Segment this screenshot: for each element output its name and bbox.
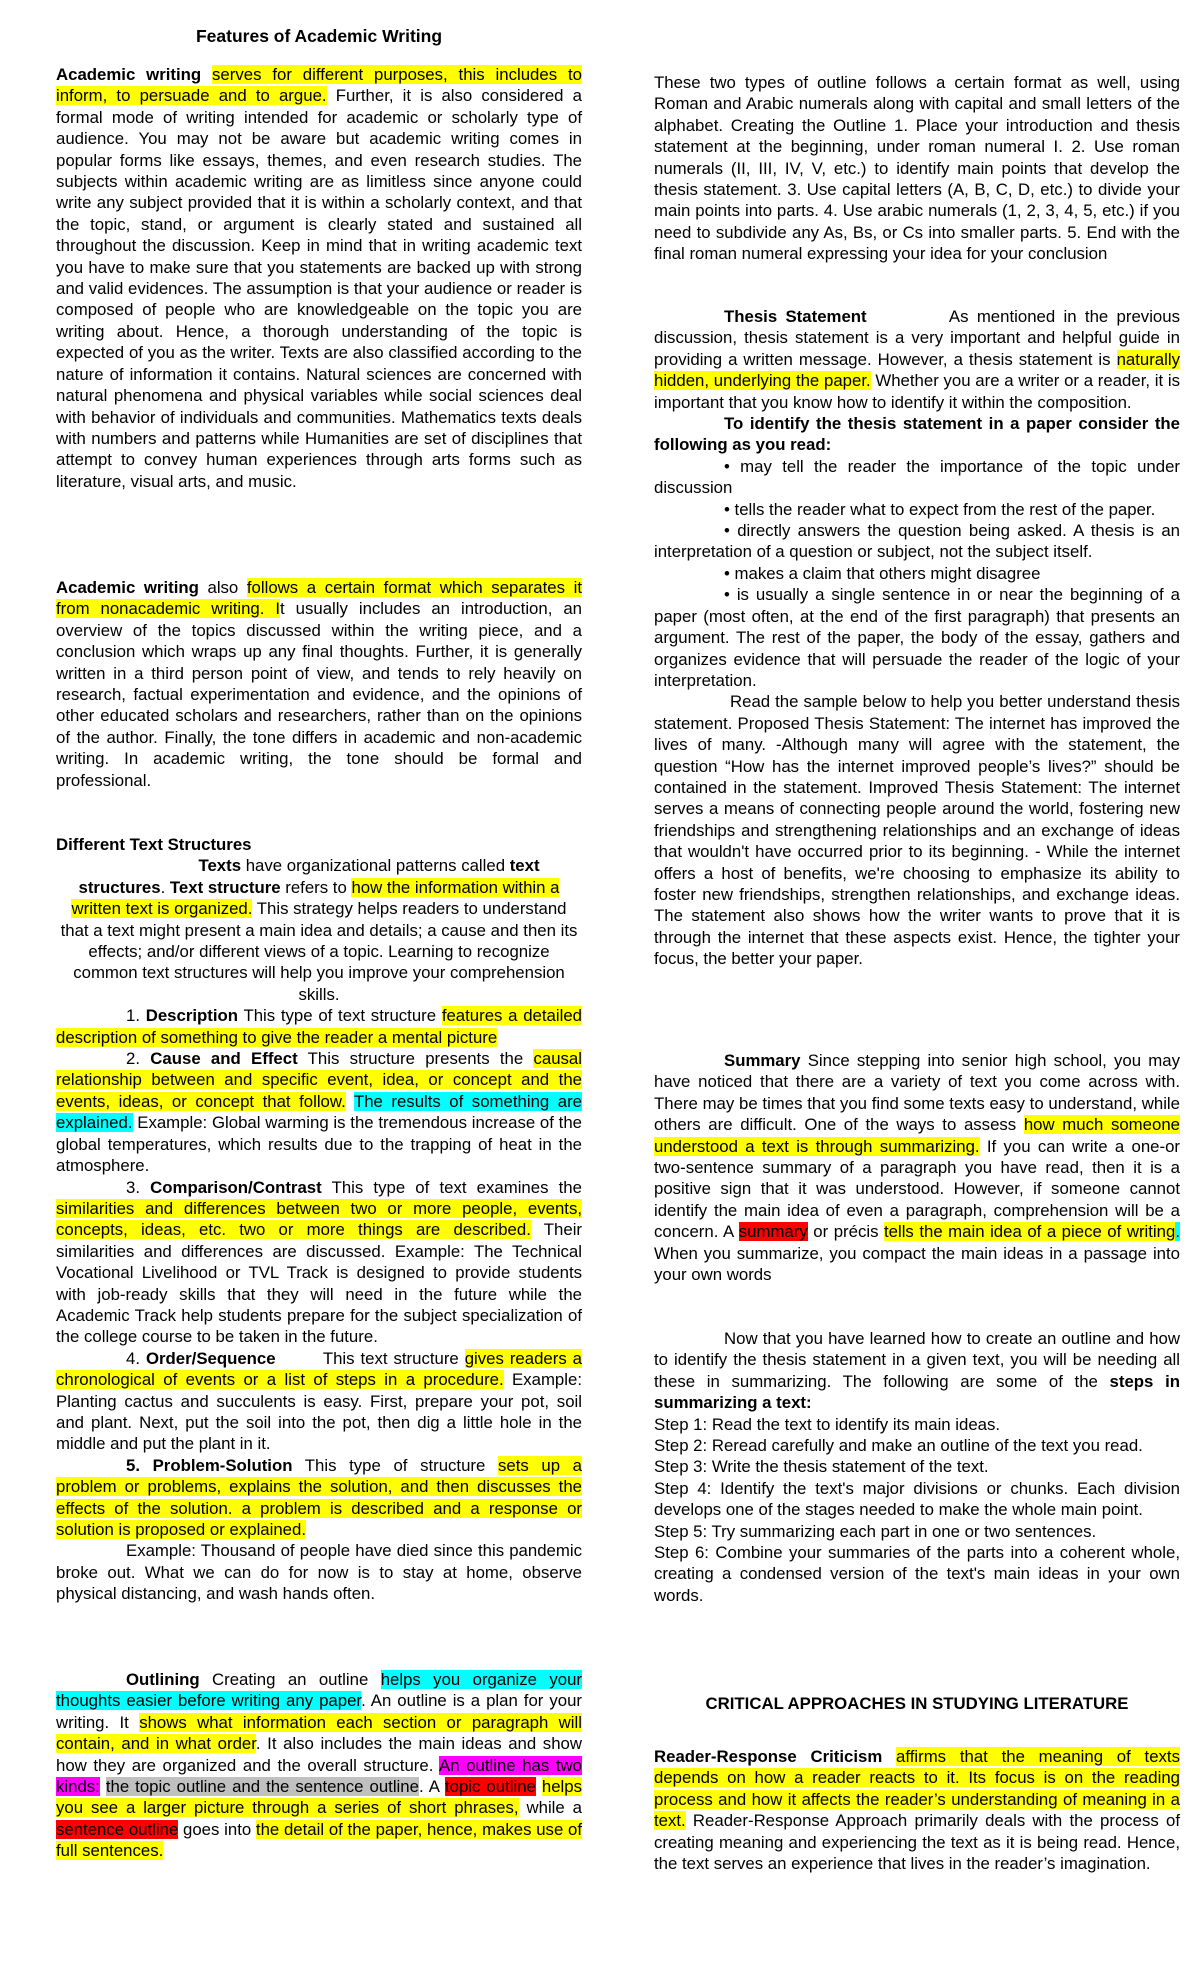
term-texts: Texts	[198, 856, 242, 876]
paragraph-text: goes into	[178, 1819, 256, 1839]
paragraph-text	[100, 1777, 106, 1796]
paragraph-text	[536, 1777, 542, 1796]
paragraph-text: Reader-Response Approach primarily deals with the process of creating meaning and experiencing the text as it is being read. Hence, the text serves an experience that lives in the reader’s imagination.	[654, 1811, 1180, 1874]
bullet-text: • is usually a single sentence in or near the beginning of a paper (most often, at the end of the first paragraph) that presents an argument. The rest of the paper, the body of the essay, gathers and organizes evidence that will persuade the reader of the logic of your interpretation.	[654, 585, 1180, 690]
paragraph-text: This type of text structure	[238, 1006, 442, 1026]
critical-approaches-heading: CRITICAL APPROACHES IN STUDYING LITERATURE	[705, 1694, 1129, 1713]
highlight-organize: helps you organize your thoughts easier before writing any paper	[56, 1670, 582, 1711]
list-number: 1.	[126, 1006, 146, 1026]
term-order-sequence: Order/Sequence	[145, 1348, 276, 1368]
step-item: Step 5: Try summarizing each part in one or two sentences.	[654, 1521, 1097, 1541]
term-thesis-statement: Thesis Statement	[724, 307, 867, 326]
list-number: 3.	[126, 1177, 151, 1197]
paragraph-text: Example: Planting cactus and succulents is easy. First, prepare your pot, soil and plant. Next, put the soil into the pot, then dig a little hole in the middle and put the plant in it.	[56, 1370, 582, 1454]
summarizing-steps-section	[654, 1328, 1180, 1606]
paragraph-text: t usually includes an introduction, an overview of the topics discussed within the writing piece, and a conclusion which wraps up any final thoughts. Further, it is generally written in a third person point of view, and tends to rely heavily on research, factual experimentation and evidence, and the opinions of other educated scholars and researchers, rather than on the opinions of the author. Finally, the tone differs in academic and non-academic writing. In academic writing, the tone should be formal and professional.	[56, 599, 582, 790]
paragraph-text: . It also includes the main ideas and show how they are organized and the overall structure.	[56, 1734, 582, 1775]
list-number: 4.	[126, 1348, 146, 1368]
bullet-text: • makes a claim that others might disagree	[724, 563, 1041, 583]
paragraph-text: Example: Global warming is the tremendous increase of the global temperatures, which results due to the trapping of heat in the atmosphere.	[56, 1113, 582, 1176]
highlight-meaning: affirms that the meaning of texts depends on how a reader reacts to it. Its focus is on the reading process and how it affects the reader’s understanding of meaning in a text.	[654, 1747, 1180, 1831]
identify-thesis-heading	[654, 413, 1180, 456]
thesis-paragraph	[654, 306, 1185, 413]
highlight-sentence-outline: sentence outline	[56, 1819, 179, 1839]
paragraph-text: Example: Thousand of people have died since this pandemic broke out. What we can do for now is to stay at home, observe physical distancing, and wash hands often.	[56, 1541, 582, 1604]
paragraph-text: . A	[418, 1777, 445, 1797]
paragraph-text: This strategy helps readers to understand that a text might present a main idea and details; a cause and then its effects; and/or different views of a topic. Learning to recognize common text structures will help you improve your comprehension skills.	[60, 899, 578, 1004]
paragraph-text: This structure presents the	[297, 1049, 534, 1069]
paragraph-text: This type of text examines the	[321, 1177, 582, 1197]
paragraph-text: To identify the thesis statement in a paper consider the following as you read:	[654, 414, 1180, 455]
paragraph-text: Whether you are a writer or a reader, it is important that you know how to identify it within the composition.	[654, 371, 1180, 412]
paragraph-text: This text structure	[275, 1348, 465, 1368]
paragraph-text: have organizational patterns called	[241, 856, 510, 876]
thesis-bullet	[654, 520, 1180, 563]
reader-response-paragraph	[654, 1746, 1180, 1874]
outline-format-paragraph: These two types of outline follows a certain format as well, using Roman and Arabic numerals along with capital and small letters of the alphabet. Creating the Outline 1. Place your introduction and thesis statement at the beginning, under roman numeral I. 2. Use roman numerals (II, III, IV, V, etc.) to identify main points that develop the thesis statement. 3. Use capital letters (A, B, C, D, etc.) to divide your main points into parts. 4. Use arabic numerals (1, 2, 3, 4, 5, etc.) if you need to subdivide any As, Bs, or Cs into smaller parts. 5. End with the final roman numeral expressing your idea for your conclusion	[654, 73, 1180, 264]
highlight-hidden: naturally hidden, underlying the paper.	[654, 349, 1180, 391]
highlight-purposes: serves for different purposes, this includes to inform, to persuade and to argue.	[56, 65, 582, 106]
highlight-similarities: similarities and differences between two or more people, events, concepts, ideas, etc. two or more things are described.	[56, 1198, 582, 1240]
highlight-full-sentences: the detail of the paper, hence, makes use of full sentences.	[56, 1819, 582, 1861]
term-text-structures: text structures	[78, 856, 540, 897]
summary-paragraph	[654, 1050, 1180, 1285]
step-item: Step 6: Combine your summaries of the parts into a coherent whole, creating a condensed version of the text's main ideas in your own words.	[654, 1543, 1180, 1605]
text-structures-intro	[56, 855, 582, 1005]
paragraph-text: Creating an outline	[199, 1670, 381, 1689]
term-cause-effect: Cause and Effect	[150, 1049, 298, 1069]
paragraph-text: while a	[518, 1798, 582, 1818]
term-problem-solution: 5. Problem-Solution	[126, 1455, 293, 1475]
paragraph-text: Since stepping into senior high school, you may have noticed that there are a variety of text you come across with. There may be times that you find some texts easy to understand, while others are difficult. One of the ways to assess	[654, 1051, 1180, 1135]
paragraph-text: .	[160, 877, 170, 897]
highlight-results: The results of something are explained.	[56, 1091, 582, 1133]
highlight-summary-word: summary	[738, 1222, 808, 1242]
list-number: 2.	[126, 1049, 151, 1069]
paragraph-text: As mentioned in the previous discussion, thesis statement is a very important and helpful guide in providing a written message. However, a thesis statement is	[654, 307, 1185, 369]
paragraph-text: refers to	[280, 877, 352, 897]
paragraph-text	[882, 1747, 896, 1766]
highlight-main-idea: tells the main idea of a piece of writing	[883, 1222, 1176, 1242]
bullet-text: • tells the reader what to expect from the rest of the paper.	[724, 499, 1156, 519]
step-item: Step 4: Identify the text's major divisions or chunks. Each division develops one of the stages needed to make the whole main point.	[654, 1478, 1180, 1520]
bullet-text: • may tell the reader the importance of the topic under discussion	[654, 456, 1180, 498]
term-summary: Summary	[724, 1051, 801, 1070]
highlight-definition: how the information within a written text is organized.	[71, 877, 560, 919]
thesis-bullet	[654, 499, 1180, 520]
term-description: Description	[145, 1006, 239, 1026]
paragraph-text	[346, 1092, 354, 1111]
highlight-format: follows a certain format which separates it from nonacademic writing. I	[56, 578, 582, 619]
thesis-section	[654, 306, 1185, 970]
highlight-topic-outline: topic outline	[444, 1777, 536, 1797]
section-heading-text-structures: Different Text Structures	[56, 835, 252, 854]
structure-cause-effect	[56, 1048, 582, 1176]
step-item: Step 3: Write the thesis statement of the text.	[654, 1457, 989, 1477]
highlight-chronological: gives readers a chronological of events or a list of steps in a procedure.	[56, 1348, 582, 1390]
structure-problem-solution	[56, 1455, 582, 1541]
thesis-bullet	[654, 456, 1180, 499]
paragraph-text: When you summarize, you compact the main ideas in a passage into your own words	[654, 1243, 1180, 1285]
step-item: Step 2: Reread carefully and make an outline of the text you read.	[654, 1436, 1143, 1456]
highlight-summarizing: how much someone understood a text is through summarizing.	[654, 1115, 1180, 1156]
thesis-bullet	[654, 584, 1180, 691]
highlight-causal: causal relationship between and specific event, idea, or concept and the events, ideas, or concept that follow.	[56, 1049, 582, 1111]
paragraph-text: . An outline is a plan for your writing. It	[56, 1691, 582, 1732]
term-academic-writing: Academic writing	[56, 578, 199, 597]
highlight-larger-picture: helps you see a larger picture through a series of short phrases,	[56, 1777, 582, 1818]
step-item: Step 1: Read the text to identify its main ideas.	[654, 1414, 1001, 1434]
highlight-problem: sets up a problem or problems, explains the solution, and then discusses the effects of the solution. a problem is described and a response or solution is proposed or explained.	[56, 1455, 583, 1539]
thesis-sample-paragraph	[654, 691, 1180, 969]
term-reader-response: Reader-Response Criticism	[654, 1747, 883, 1766]
paragraph-text: Their similarities and differences are discussed. Example: The Technical Vocational Livelihood or TVL Track is designed to provide students with job-ready skills that they will need in the future while the Academic Track help students prepare for the subject specialization of the college course to be taken in the future.	[56, 1220, 583, 1347]
paragraph-text: Read the sample below to help you better understand thesis statement. Proposed Thesis Statement: The internet has improved the lives of many. -Although many will agree with the statement, the question “How has the internet improved people’s lives?” should be contained in the statement. Improved Thesis Statement: The internet serves a means of connecting people around the world, fostering new friendships and strengthening relationships and an exchange of ideas that wouldn't have occurred prior to its beginning. - While the internet offers a host of benefits, we're choosing to emphasize its ability to foster new friendships, strengthen relationships, and exchange ideas. The statement also shows how the writer wants to prove that it is through the internet that these aspects exist. Hence, the tighter your focus, the better your paper.	[654, 692, 1180, 969]
academic-writing-paragraph-2	[56, 577, 582, 791]
term-comparison-contrast: Comparison/Contrast	[150, 1177, 322, 1197]
paragraph-text: This type of structure	[292, 1455, 498, 1475]
structure-order-sequence	[56, 1348, 582, 1455]
structure-description	[56, 1005, 582, 1048]
thesis-bullet	[654, 563, 1180, 584]
highlight-description: features a detailed description of something to give the reader a mental picture	[56, 1006, 583, 1047]
bullet-text: • directly answers the question being asked. A thesis is an interpretation of a question or subject, not the subject itself.	[654, 521, 1180, 562]
text-structures-section	[56, 834, 582, 1605]
paragraph-text: If you can write a one-or two-sentence summary of a paragraph you have read, then it is a positive sign that it was understood. However, if someone cannot identify the main idea of even a paragraph, comprehension will be a concern. A	[654, 1136, 1181, 1242]
page-title: Features of Academic Writing	[195, 26, 443, 46]
term-outlining: Outlining	[126, 1670, 200, 1689]
term-academic-writing: Academic writing	[56, 65, 202, 84]
steps-intro	[654, 1328, 1180, 1414]
highlight-shows: shows what information each section or paragraph will contain, and in what order	[56, 1712, 582, 1754]
academic-writing-paragraph-1	[56, 64, 582, 492]
highlight-two-kinds: An outline has two kinds:	[56, 1755, 582, 1797]
term-steps: steps in summarizing a text:	[654, 1371, 1180, 1413]
structure-comparison-contrast	[56, 1177, 582, 1348]
term-text-structure: Text structure	[169, 877, 281, 897]
paragraph-text: Now that you have learned how to create an outline and how to identify the thesis statement in a given text, you will be needing all these in summarizing. The following are some of the	[654, 1329, 1180, 1391]
paragraph-text: also	[198, 578, 247, 597]
problem-solution-example	[56, 1540, 582, 1604]
paragraph-text: or précis	[807, 1222, 884, 1242]
paragraph-text: Further, it is also considered a formal mode of writing intended for academic or scholarly type of audience. You may not be aware but academic writing comes in popular forms like essays, themes, and even research studies. The subjects within academic writing are as limitless since anyone could write any subject provided that it is within a scholarly context, and that the topic, stand, or argument is clearly stated and sustained all throughout the discussion. Keep in mind that in writing academic text you have to make sure that you statements are backed up with strong and valid evidences. The assumption is that your audience or reader is composed of people who are knowledgeable on the topic you are writing about. Hence, a thorough understanding of the topic is expected of you as the writer. Texts are also classified according to the nature of information it contains. Natural sciences are concerned with natural phenomena and physical variables while social sciences deal with behavior of individuals and communities. Mathematics texts deals with numbers and patterns while Humanities are set of disciplines that attempt to convey human experiences through arts forms such as literature, visual arts, and music.	[56, 86, 582, 491]
highlight-period: .	[1175, 1222, 1180, 1242]
highlight-outline-types: the topic outline and the sentence outline	[105, 1777, 419, 1797]
outlining-paragraph	[56, 1669, 582, 1862]
